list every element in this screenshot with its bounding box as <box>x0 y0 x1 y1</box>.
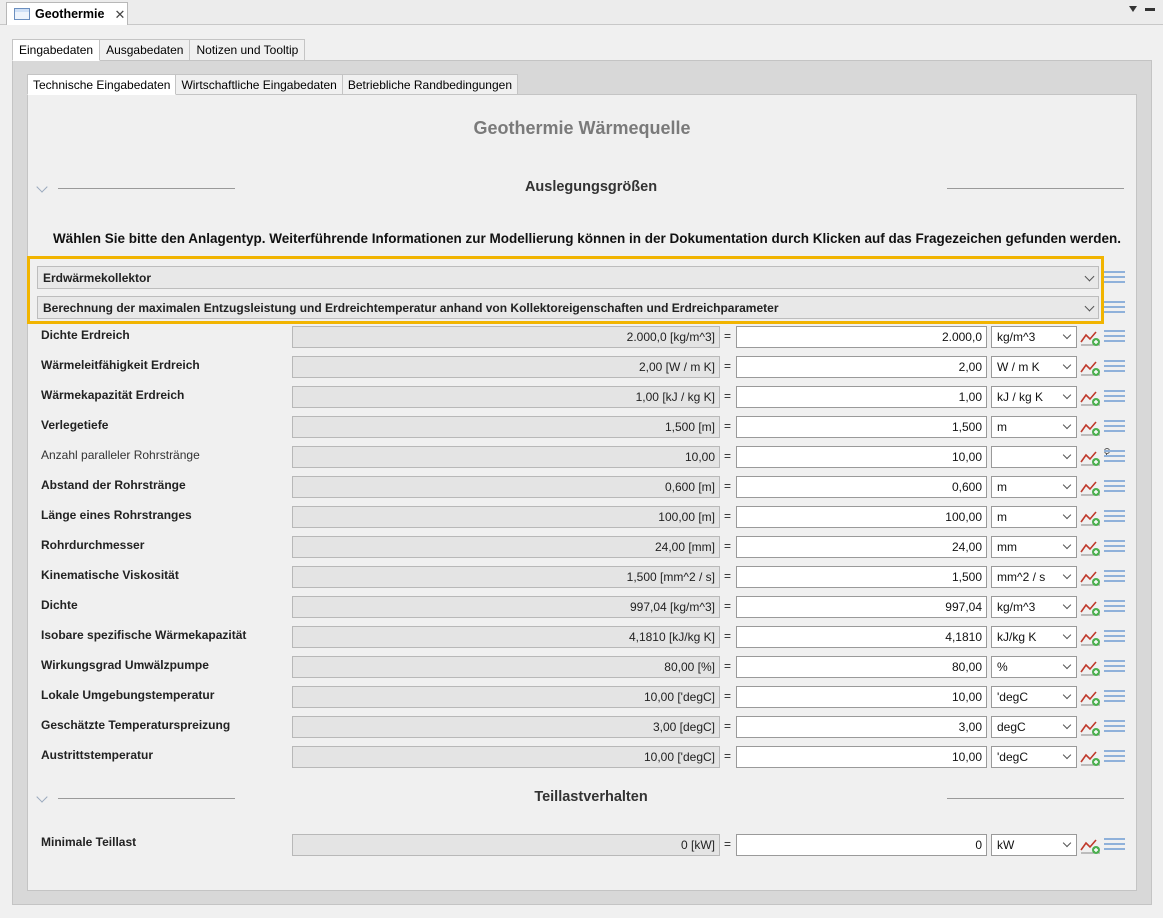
list-icon[interactable] <box>1104 510 1125 524</box>
chart-add-icon[interactable] <box>1080 597 1102 617</box>
list-icon[interactable] <box>1104 600 1125 614</box>
unit-select[interactable] <box>991 656 1077 678</box>
calc-method-value: Berechnung der maximalen Entzugsleistung und Erdreichtemperatur anhand von Kollektoreigenschaften und Erdreichparameter <box>43 300 779 315</box>
param-display: 3,00 [degC] <box>292 716 720 738</box>
param-display: 2,00 [W / m K] <box>292 356 720 378</box>
param-display: 0,600 [m] <box>292 476 720 498</box>
param-input-minimale-teillast[interactable]: 0 <box>736 834 987 856</box>
chevron-down-icon <box>1063 421 1071 429</box>
equals-sign: = <box>724 629 732 643</box>
equals-sign: = <box>724 837 732 851</box>
chevron-down-icon <box>1063 331 1071 339</box>
param-input[interactable]: 1,00 <box>736 386 987 408</box>
unit-select[interactable] <box>991 386 1077 408</box>
chevron-down-icon <box>1063 391 1071 399</box>
unit-select[interactable] <box>991 626 1077 648</box>
unit-value: m <box>997 480 1007 494</box>
param-display: 80,00 [%] <box>292 656 720 678</box>
param-label: Isobare spezifische Wärmekapazität <box>41 628 247 642</box>
document-icon <box>14 8 30 20</box>
view-tab-geothermie[interactable] <box>6 2 128 25</box>
unit-value: 'degC <box>997 690 1028 704</box>
unit-select[interactable] <box>991 416 1077 438</box>
equals-sign: = <box>724 569 732 583</box>
param-display: 10,00 <box>292 446 720 468</box>
unit-select[interactable] <box>991 326 1077 348</box>
list-icon[interactable] <box>1104 330 1125 344</box>
divider <box>58 188 235 189</box>
tab-technische-eingabedaten[interactable]: Technische Eingabedaten <box>27 74 176 95</box>
list-icon[interactable] <box>1104 450 1125 464</box>
unit-value: 'degC <box>997 750 1028 764</box>
param-display: 2.000,0 [kg/m^3] <box>292 326 720 348</box>
param-label: Wärmekapazität Erdreich <box>41 388 185 402</box>
param-label-minimale-teillast: Minimale Teillast <box>41 835 137 849</box>
plant-type-value: Erdwärmekollektor <box>43 270 152 285</box>
param-input[interactable]: 997,04 <box>736 596 987 618</box>
unit-value: kJ/kg K <box>997 630 1037 644</box>
equals-sign: = <box>724 509 732 523</box>
chart-add-icon[interactable] <box>1080 417 1102 437</box>
tab-wirtschaftliche-eingabedaten[interactable]: Wirtschaftliche Eingabedaten <box>175 74 342 95</box>
unit-select-minimale-teillast[interactable] <box>991 834 1077 856</box>
param-display: 100,00 [m] <box>292 506 720 528</box>
chevron-down-icon <box>1063 631 1071 639</box>
equals-sign: = <box>724 719 732 733</box>
param-input[interactable]: 1,500 <box>736 416 987 438</box>
param-display: 10,00 ['degC] <box>292 686 720 708</box>
list-icon[interactable] <box>1104 390 1125 404</box>
param-input[interactable]: 0,600 <box>736 476 987 498</box>
unit-select[interactable] <box>991 506 1077 528</box>
list-icon[interactable] <box>1104 570 1125 584</box>
chart-add-icon[interactable] <box>1080 567 1102 587</box>
param-display: 997,04 [kg/m^3] <box>292 596 720 618</box>
chevron-down-icon <box>1063 661 1071 669</box>
param-label: Verlegetiefe <box>41 418 109 432</box>
unit-select[interactable] <box>991 566 1077 588</box>
list-icon[interactable] <box>1104 540 1125 554</box>
chevron-down-icon <box>1063 511 1071 519</box>
close-icon[interactable]: ✕ <box>114 6 126 22</box>
unit-value: kW <box>997 838 1015 852</box>
chart-add-icon[interactable] <box>1080 447 1102 467</box>
equals-sign: = <box>724 599 732 613</box>
unit-select[interactable] <box>991 686 1077 708</box>
section-header-teillast <box>30 791 1130 811</box>
chart-add-icon[interactable] <box>1080 747 1102 767</box>
chart-add-icon[interactable] <box>1080 835 1102 855</box>
chevron-down-icon <box>1063 601 1071 609</box>
chevron-down-icon <box>1063 571 1071 579</box>
param-input[interactable]: 10,00 <box>736 746 987 768</box>
param-input[interactable]: 24,00 <box>736 536 987 558</box>
list-icon[interactable] <box>1104 480 1125 494</box>
list-icon[interactable] <box>1104 750 1125 764</box>
list-icon[interactable] <box>1104 838 1125 852</box>
page-title: Geothermie Wärmequelle <box>473 118 691 138</box>
divider <box>947 798 1124 799</box>
unit-select[interactable] <box>991 536 1077 558</box>
view-tab-title: Geothermie <box>35 7 105 21</box>
param-display: 1,00 [kJ / kg K] <box>292 386 720 408</box>
chevron-down-icon <box>1063 721 1071 729</box>
param-display: 10,00 ['degC] <box>292 746 720 768</box>
chevron-down-icon <box>1063 839 1071 847</box>
chevron-down-icon <box>1063 481 1071 489</box>
param-input[interactable]: 10,00 <box>736 446 987 468</box>
chart-add-icon[interactable] <box>1080 327 1102 347</box>
equals-sign: = <box>724 689 732 703</box>
chevron-down-icon <box>1063 751 1071 759</box>
param-label: Geschätzte Temperaturspreizung <box>41 718 231 732</box>
param-input[interactable]: 10,00 <box>736 686 987 708</box>
unit-value: mm^2 / s <box>997 570 1046 584</box>
param-input[interactable]: 3,00 <box>736 716 987 738</box>
list-icon[interactable] <box>1104 630 1125 644</box>
list-icon[interactable] <box>1104 720 1125 734</box>
unit-value: m <box>997 420 1007 434</box>
chart-add-icon[interactable] <box>1080 717 1102 737</box>
chart-add-icon[interactable] <box>1080 387 1102 407</box>
equals-sign: = <box>724 539 732 553</box>
outer-tabs <box>12 39 304 61</box>
tab-eingabedaten[interactable]: Eingabedaten <box>12 39 100 61</box>
plant-type-select[interactable] <box>37 266 1099 289</box>
equals-sign: = <box>724 389 732 403</box>
chevron-down-icon <box>1063 361 1071 369</box>
equals-sign: = <box>724 329 732 343</box>
chart-add-icon[interactable] <box>1080 687 1102 707</box>
param-label: Dichte <box>41 598 78 612</box>
param-display-minimale-teillast: 0 [kW] <box>292 834 720 856</box>
param-input[interactable]: 80,00 <box>736 656 987 678</box>
unit-select[interactable] <box>991 356 1077 378</box>
unit-select[interactable] <box>991 596 1077 618</box>
list-icon[interactable] <box>1104 301 1125 315</box>
chart-add-icon[interactable] <box>1080 537 1102 557</box>
unit-value: m <box>997 510 1007 524</box>
chart-add-icon[interactable] <box>1080 657 1102 677</box>
param-label: Abstand der Rohrstränge <box>41 478 186 492</box>
chevron-down-icon <box>1063 691 1071 699</box>
section-title: Teillastverhalten <box>534 789 648 805</box>
unit-select[interactable] <box>991 476 1077 498</box>
collapse-chevron-icon[interactable] <box>36 181 47 192</box>
unit-value: kg/m^3 <box>997 330 1036 344</box>
param-label: Kinematische Viskosität <box>41 568 179 582</box>
chart-add-icon[interactable] <box>1080 507 1102 527</box>
list-icon[interactable] <box>1104 271 1125 285</box>
equals-sign: = <box>724 659 732 673</box>
unit-value: degC <box>997 720 1026 734</box>
param-input[interactable]: 100,00 <box>736 506 987 528</box>
calc-method-select[interactable] <box>37 296 1099 319</box>
list-icon[interactable] <box>1104 420 1125 434</box>
param-display: 24,00 [mm] <box>292 536 720 558</box>
unit-value: mm <box>997 540 1017 554</box>
param-input[interactable]: 1,500 <box>736 566 987 588</box>
param-label: Anzahl paralleler Rohrstränge <box>41 448 200 462</box>
divider <box>58 798 235 799</box>
chevron-down-icon <box>1063 451 1071 459</box>
view-tab-bar <box>0 0 1163 25</box>
chevron-down-icon <box>1063 541 1071 549</box>
minimize-icon[interactable] <box>1145 8 1155 11</box>
section-header-auslegung <box>30 181 1130 201</box>
chart-add-icon[interactable] <box>1080 477 1102 497</box>
chevron-down-icon <box>1085 272 1095 282</box>
param-display: 1,500 [mm^2 / s] <box>292 566 720 588</box>
param-label: Austrittstemperatur <box>41 748 154 762</box>
view-menu-icon[interactable] <box>1129 6 1137 12</box>
param-display: 1,500 [m] <box>292 416 720 438</box>
equals-sign: = <box>724 749 732 763</box>
unit-value: kg/m^3 <box>997 600 1036 614</box>
instruction-text: Wählen Sie bitte den Anlagentyp. Weiterführende Informationen zur Modellierung können in der Dokumentation durch Klicken auf das Fragezeichen gefunden werden. <box>52 231 1122 246</box>
param-display: 4,1810 [kJ/kg K] <box>292 626 720 648</box>
unit-select[interactable] <box>991 716 1077 738</box>
collapse-chevron-icon[interactable] <box>36 791 47 802</box>
equals-sign: = <box>724 419 732 433</box>
unit-select[interactable] <box>991 446 1077 468</box>
equals-sign: = <box>724 479 732 493</box>
chart-add-icon[interactable] <box>1080 357 1102 377</box>
unit-value: W / m K <box>997 360 1040 374</box>
chart-add-icon[interactable] <box>1080 627 1102 647</box>
param-label: Länge eines Rohrstranges <box>41 508 192 522</box>
view-menu <box>1129 6 1155 12</box>
list-icon[interactable] <box>1104 690 1125 704</box>
unit-select[interactable] <box>991 746 1077 768</box>
unit-value: % <box>997 660 1008 674</box>
param-label: Wirkungsgrad Umwälzpumpe <box>41 658 209 672</box>
param-input[interactable]: 2.000,0 <box>736 326 987 348</box>
param-label: Wärmeleitfähigkeit Erdreich <box>41 358 200 372</box>
param-input[interactable]: 2,00 <box>736 356 987 378</box>
chevron-down-icon <box>1085 302 1095 312</box>
tab-notizen-tooltip[interactable]: Notizen und Tooltip <box>189 39 305 61</box>
section-title: Auslegungsgrößen <box>524 179 658 195</box>
tab-ausgabedaten[interactable]: Ausgabedaten <box>99 39 190 61</box>
param-label: Dichte Erdreich <box>41 328 130 342</box>
list-icon[interactable] <box>1104 360 1125 374</box>
param-input[interactable]: 4,1810 <box>736 626 987 648</box>
param-label: Lokale Umgebungstemperatur <box>41 688 215 702</box>
equals-sign: = <box>724 359 732 373</box>
equals-sign: = <box>724 449 732 463</box>
divider <box>947 188 1124 189</box>
tab-betriebliche-randbedingungen[interactable]: Betriebliche Randbedingungen <box>342 74 518 95</box>
unit-value: kJ / kg K <box>997 390 1044 404</box>
param-label: Rohrdurchmesser <box>41 538 145 552</box>
inner-tabs <box>27 74 517 95</box>
list-icon[interactable] <box>1104 660 1125 674</box>
